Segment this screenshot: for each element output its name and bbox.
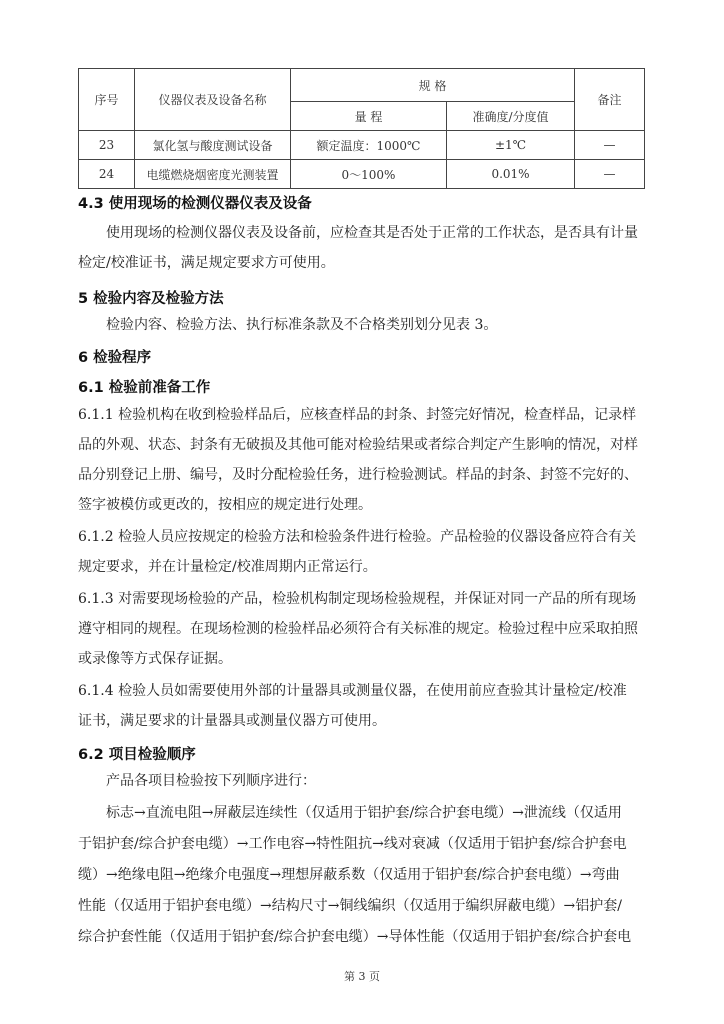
text-line: 产品各项目检验按下列顺序进行： xyxy=(106,773,316,789)
section-heading-6: 6 检验程序 xyxy=(78,350,152,366)
section-heading-6-2: 6.2 项目检验顺序 xyxy=(78,747,196,763)
paragraph-6-1-2 xyxy=(78,522,648,582)
header-range: 量 程 xyxy=(291,102,447,131)
table-row xyxy=(79,160,645,189)
text-line: 检验内容、检验方法、执行标准条款及不合格类别划分见表 3。 xyxy=(106,317,498,333)
header-name: 仪器仪表及设备名称 xyxy=(135,69,291,131)
header-remark: 备注 xyxy=(575,69,645,131)
text-line: 签字被模仿或更改的，按相应的规定进行处理。 xyxy=(78,497,372,513)
paragraph-6-1-4 xyxy=(78,676,648,736)
text-line: 综合护套性能（仅适用于铝护套/综合护套电缆）→导体性能（仅适用于铝护套/综合护套电 xyxy=(78,929,632,945)
text-line: 遵守相同的规程。在现场检测的检验样品必须符合有关标准的规定。检验过程中应采取拍照 xyxy=(78,621,638,637)
text-line: 缆）→绝缘电阻→绝缘介电强度→理想屏蔽系数（仅适用于铝护套/综合护套电缆）→弯曲 xyxy=(78,867,620,883)
cell-accuracy: 0.01% xyxy=(447,160,575,189)
cell-remark: — xyxy=(575,160,645,189)
cell-name: 氯化氢与酸度测试设备 xyxy=(135,131,291,160)
cell-seq: 23 xyxy=(79,131,135,160)
paragraph-6-1-3 xyxy=(78,584,648,674)
paragraph-6-2-sequence xyxy=(78,798,648,953)
section-heading-4-3: 4.3 使用现场的检测仪器仪表及设备 xyxy=(78,196,312,212)
table-header-row xyxy=(79,69,645,102)
header-accuracy: 准确度/分度值 xyxy=(447,102,575,131)
text-line: 或录像等方式保存证据。 xyxy=(78,651,232,667)
text-line: 检定/校准证书，满足规定要求方可使用。 xyxy=(78,255,335,271)
text-line: 品的外观、状态、封条有无破损及其他可能对检验结果或者综合判定产生影响的情况，对样 xyxy=(78,437,638,453)
paragraph-6-2-intro xyxy=(78,766,648,796)
table-row xyxy=(79,131,645,160)
text-line: 性能（仅适用于铝护套电缆）→结构尺寸→铜线编织（仅适用于编织屏蔽电缆）→铝护套/ xyxy=(78,898,622,914)
text-line: 规定要求，并在计量检定/校准周期内正常运行。 xyxy=(78,559,377,575)
instrument-table xyxy=(78,68,645,189)
header-seq: 序号 xyxy=(79,69,135,131)
cell-range: 额定温度：1000℃ xyxy=(291,131,447,160)
paragraph-6-1-1 xyxy=(78,400,648,520)
text-line: 于铝护套/综合护套电缆）→工作电容→特性阻抗→线对衰减（仅适用于铝护套/综合护套电 xyxy=(78,836,627,852)
text-line: 6.1.3 对需要现场检验的产品，检验机构制定现场检验规程，并保证对同一产品的所有现场 xyxy=(78,591,637,607)
text-line: 使用现场的检测仪器仪表及设备前，应检查其是否处于正常的工作状态，是否具有计量 xyxy=(106,225,638,241)
text-line: 证书，满足要求的计量器具或测量仪器方可使用。 xyxy=(78,713,386,729)
paragraph-5 xyxy=(78,310,648,340)
text-line: 6.1.2 检验人员应按规定的检验方法和检验条件进行检验。产品检验的仪器设备应符合有关 xyxy=(78,529,637,545)
cell-seq: 24 xyxy=(79,160,135,189)
section-heading-6-1: 6.1 检验前准备工作 xyxy=(78,380,211,396)
text-line: 6.1.1 检验机构在收到检验样品后，应核查样品的封条、封签完好情况，检查样品，记录样 xyxy=(78,407,637,423)
section-heading-5: 5 检验内容及检验方法 xyxy=(78,291,224,307)
cell-range: 0～100% xyxy=(291,160,447,189)
cell-remark: — xyxy=(575,131,645,160)
text-line: 6.1.4 检验人员如需要使用外部的计量器具或测量仪器，在使用前应查验其计量检定/校准 xyxy=(78,683,627,699)
paragraph-4-3 xyxy=(78,218,648,278)
cell-name: 电缆燃烧烟密度光测装置 xyxy=(135,160,291,189)
text-line: 品分别登记上册、编号，及时分配检验任务，进行检验测试。样品的封条、封签不完好的、 xyxy=(78,467,638,483)
header-spec: 规 格 xyxy=(291,69,575,102)
cell-accuracy: ±1℃ xyxy=(447,131,575,160)
text-line: 标志→直流电阻→屏蔽层连续性（仅适用于铝护套/综合护套电缆）→泄流线（仅适用 xyxy=(106,805,622,821)
page-number: 第 3 页 xyxy=(344,970,380,983)
